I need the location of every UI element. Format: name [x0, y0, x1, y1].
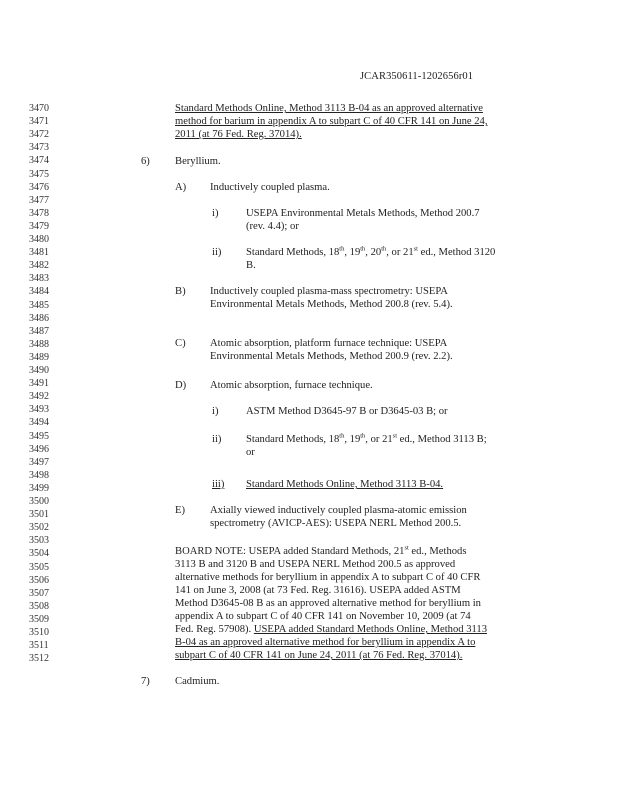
- line-number: 3477: [29, 194, 49, 206]
- line-number: 3492: [29, 391, 49, 403]
- intro-line-2: method for barium in appendix A to subpart C of 40 CFR 141 on June 24,: [175, 116, 488, 127]
- line-number: 3491: [29, 378, 49, 390]
- line-number: 3498: [29, 469, 49, 481]
- line-number: 3476: [29, 181, 49, 193]
- item-Di-text: ASTM Method D3645-97 B or D3645-03 B; or: [246, 406, 448, 417]
- line-number: 3490: [29, 365, 49, 376]
- line-number: 3485: [29, 299, 49, 311]
- item-A-letter: A): [175, 182, 187, 193]
- line-number: 3510: [29, 627, 49, 638]
- item-B-line-1: Inductively coupled plasma-mass spectrometry: USEPA: [210, 286, 448, 297]
- line-number: 3501: [29, 509, 49, 521]
- intro-line-1: Standard Methods Online, Method 3113 B-04 as an approved alternative: [175, 103, 483, 114]
- item-Ai-number: i): [212, 208, 219, 219]
- item-6-title: Beryllium.: [175, 156, 221, 167]
- line-number: 3497: [29, 456, 49, 468]
- board-note-line-1: BOARD NOTE: USEPA added Standard Methods, 21st ed., Methods: [175, 544, 467, 557]
- item-Di-number: i): [212, 406, 219, 417]
- line-number: 3475: [29, 168, 49, 180]
- line-number: 3481: [29, 247, 49, 259]
- document-id-header: JCAR350611-1202656r01: [360, 71, 474, 82]
- item-Diii-number: iii): [212, 479, 225, 490]
- board-note-line-7: Fed. Reg. 57908). USEPA added Standard Methods Online, Method 3113: [175, 624, 488, 635]
- item-B-letter: B): [175, 286, 186, 297]
- line-number: 3511: [29, 640, 49, 652]
- line-number: 3508: [29, 600, 49, 612]
- board-note-line-8: B-04 as an approved alternative method for beryllium in appendix A to: [175, 637, 476, 648]
- line-number: 3486: [29, 312, 49, 324]
- line-number: 3473: [29, 142, 49, 154]
- item-C-line-2: Environmental Metals Methods, Method 200.9 (rev. 2.2).: [210, 351, 453, 362]
- line-number: 3507: [29, 587, 49, 599]
- line-number: 3504: [29, 548, 49, 560]
- item-Aii-number: ii): [212, 247, 222, 258]
- item-E-line-1: Axially viewed inductively coupled plasma-atomic emission: [210, 505, 467, 516]
- item-Diii-text: Standard Methods Online, Method 3113 B-04.: [246, 479, 444, 490]
- item-7-number: 7): [141, 676, 150, 687]
- item-Ai-line-2: (rev. 4.4); or: [246, 221, 299, 232]
- line-number: 3500: [29, 496, 49, 507]
- line-number: 3479: [29, 220, 49, 232]
- board-note-line-9: subpart C of 40 CFR 141 on June 24, 2011 (at 76 Fed. Reg. 37014).: [175, 650, 463, 661]
- line-number: 3474: [29, 155, 49, 167]
- item-Ai-line-1: USEPA Environmental Metals Methods, Method 200.7: [246, 208, 480, 219]
- item-Aii-line-2: B.: [246, 260, 256, 271]
- item-6-number: 6): [141, 156, 150, 167]
- line-number: 3489: [29, 351, 49, 363]
- item-Aii-line-1: Standard Methods, 18th, 19th, 20th, or 21st ed., Method 3120: [246, 245, 496, 258]
- item-Dii-number: ii): [212, 434, 222, 445]
- line-number: 3478: [29, 207, 49, 219]
- line-number: 3482: [29, 260, 49, 272]
- item-A-title: Inductively coupled plasma.: [210, 182, 330, 193]
- line-number: 3506: [29, 574, 49, 586]
- line-number: 3483: [29, 273, 49, 285]
- item-7-title: Cadmium.: [175, 676, 220, 687]
- board-note-line-3: alternative methods for beryllium in appendix A to subpart C of 40 CFR: [175, 572, 481, 583]
- intro-line-3: 2011 (at 76 Fed. Reg. 37014).: [175, 129, 302, 140]
- line-number: 3480: [29, 234, 49, 245]
- line-number: 3499: [29, 482, 49, 494]
- line-number: 3484: [29, 286, 49, 298]
- item-Dii-line-1: Standard Methods, 18th, 19th, or 21st ed., Method 3113 B;: [246, 432, 487, 445]
- line-number: 3503: [29, 535, 49, 547]
- line-number: 3495: [29, 430, 49, 442]
- line-number: 3472: [29, 129, 49, 141]
- item-C-letter: C): [175, 338, 186, 349]
- item-D-title: Atomic absorption, furnace technique.: [210, 380, 373, 391]
- line-number: 3470: [29, 103, 49, 114]
- line-number: 3487: [29, 325, 49, 337]
- line-number: 3471: [29, 116, 49, 128]
- item-B-line-2: Environmental Metals Methods, Method 200.8 (rev. 5.4).: [210, 299, 453, 310]
- board-note-line-4: 141 on June 3, 2008 (at 73 Fed. Reg. 31616). USEPA added ASTM: [175, 585, 461, 596]
- line-number: 3509: [29, 613, 49, 625]
- line-number: 3502: [29, 522, 49, 534]
- line-number: 3505: [29, 561, 49, 573]
- board-note-line-5: Method D3645-08 B as an approved alternative method for beryllium in: [175, 598, 481, 609]
- item-Dii-line-2: or: [246, 447, 255, 458]
- board-note-line-2: 3113 B and 3120 B and USEPA NERL Method 200.5 as approved: [175, 559, 456, 570]
- line-number: 3488: [29, 338, 49, 350]
- item-D-letter: D): [175, 380, 187, 391]
- line-number: 3493: [29, 404, 49, 416]
- item-E-letter: E): [175, 505, 185, 516]
- item-E-line-2: spectrometry (AVICP-AES): USEPA NERL Method 200.5.: [210, 518, 462, 529]
- line-number: 3494: [29, 417, 49, 429]
- line-number: 3496: [29, 443, 49, 455]
- item-C-line-1: Atomic absorption, platform furnace technique: USEPA: [210, 338, 448, 349]
- line-number: 3512: [29, 653, 49, 665]
- board-note-line-6: appendix A to subpart C of 40 CFR 141 on November 10, 2009 (at 74: [175, 611, 471, 622]
